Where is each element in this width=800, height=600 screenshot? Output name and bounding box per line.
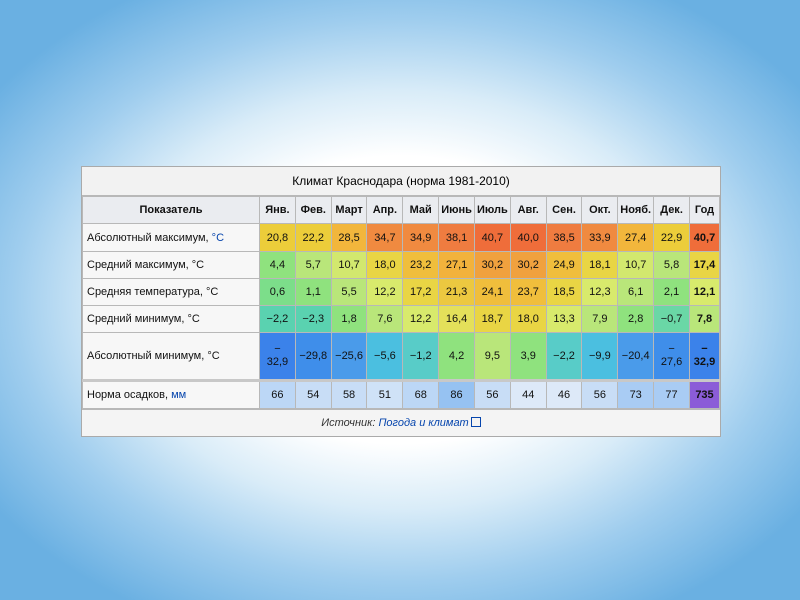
value-cell: 30,2 [510,252,546,279]
value-cell: 10,7 [331,252,367,279]
value-cell: 10,7 [618,252,654,279]
row-label [83,381,260,409]
header-month: Апр. [367,197,403,224]
value-cell: 2,8 [618,306,654,333]
row-label-text: Абсолютный максимум, [87,231,212,244]
value-cell: 46 [546,381,582,409]
value-cell: 16,4 [439,306,475,333]
row-unit-link[interactable]: мм [171,389,187,401]
header-month: Янв. [260,197,296,224]
header-month: Дек. [654,197,690,224]
value-cell: −2,3 [295,306,331,333]
header-month: Фев. [295,197,331,224]
value-cell: 34,7 [367,224,403,252]
value-cell: 5,7 [295,252,331,279]
value-cell: 12,2 [403,306,439,333]
value-cell: −5,6 [367,333,403,381]
table-row [83,333,720,381]
value-cell: 56 [582,381,618,409]
value-cell: 68 [403,381,439,409]
value-cell: 2,1 [654,279,690,306]
header-indicator: Показатель [83,197,260,224]
value-cell: −2,2 [260,306,296,333]
row-label-text: Абсолютный минимум, °C [87,349,220,362]
header-month: Июнь [439,197,475,224]
value-cell: 51 [367,381,403,409]
value-cell: 77 [654,381,690,409]
value-cell: 7,6 [367,306,403,333]
value-cell: 3,9 [510,333,546,381]
value-cell: 12,2 [367,279,403,306]
value-cell: 58 [331,381,367,409]
table-row [83,306,720,333]
value-cell: 40,0 [510,224,546,252]
table-row [83,279,720,306]
table-row [83,224,720,252]
value-cell: −9,9 [582,333,618,381]
value-cell: 38,1 [439,224,475,252]
value-cell: 28,5 [331,224,367,252]
value-cell: 24,1 [474,279,510,306]
value-cell: 40,7 [474,224,510,252]
value-cell: 22,9 [654,224,690,252]
row-label [83,252,260,279]
value-cell: 12,3 [582,279,618,306]
source-prefix: Источник: [321,417,379,429]
value-cell: 27,1 [439,252,475,279]
value-cell: 0,6 [260,279,296,306]
row-label [83,279,260,306]
value-cell: 1,8 [331,306,367,333]
value-cell: 18,7 [474,306,510,333]
value-cell: −1,2 [403,333,439,381]
year-cell: − 32,9 [690,333,720,381]
value-cell: 30,2 [474,252,510,279]
value-cell: 23,7 [510,279,546,306]
header-month: Май [403,197,439,224]
table-row [83,381,720,409]
table-row [83,252,720,279]
source-link[interactable]: Погода и климат [378,417,469,429]
year-cell: 735 [690,381,720,409]
value-cell: − 27,6 [654,333,690,381]
header-month: Сен. [546,197,582,224]
row-label-text: Средний максимум, °C [87,259,205,271]
table-title: Климат Краснодара (норма 1981-2010) [82,167,720,196]
source-note [82,409,720,436]
value-cell: 5,5 [331,279,367,306]
value-cell: −2,2 [546,333,582,381]
climate-table-panel [81,166,721,437]
value-cell: 54 [295,381,331,409]
value-cell: −25,6 [331,333,367,381]
row-label [83,333,260,381]
row-label [83,306,260,333]
row-label-text: Средняя температура, °C [87,286,219,298]
value-cell: 44 [510,381,546,409]
value-cell: 6,1 [618,279,654,306]
value-cell: 33,9 [582,224,618,252]
value-cell: 5,8 [654,252,690,279]
value-cell: 9,5 [474,333,510,381]
value-cell: −0,7 [654,306,690,333]
year-cell: 12,1 [690,279,720,306]
value-cell: − 32,9 [260,333,296,381]
value-cell: 22,2 [295,224,331,252]
value-cell: 20,8 [260,224,296,252]
year-cell: 40,7 [690,224,720,252]
header-month: Авг. [510,197,546,224]
value-cell: 66 [260,381,296,409]
header-year: Год [690,197,720,224]
value-cell: 86 [439,381,475,409]
climate-table [82,196,720,409]
header-month: Март [331,197,367,224]
row-unit-link[interactable]: °C [211,231,225,244]
value-cell: 24,9 [546,252,582,279]
value-cell: 73 [618,381,654,409]
value-cell: 17,2 [403,279,439,306]
external-link-icon [471,417,481,427]
value-cell: 18,0 [510,306,546,333]
year-cell: 17,4 [690,252,720,279]
row-label [83,224,260,252]
value-cell: 34,9 [403,224,439,252]
value-cell: 4,4 [260,252,296,279]
value-cell: 7,9 [582,306,618,333]
value-cell: 23,2 [403,252,439,279]
value-cell: 38,5 [546,224,582,252]
header-row [83,197,720,224]
header-month: Июль [474,197,510,224]
value-cell: 13,3 [546,306,582,333]
value-cell: −29,8 [295,333,331,381]
value-cell: 18,5 [546,279,582,306]
row-label-text: Норма осадков, [87,389,172,401]
year-cell: 7,8 [690,306,720,333]
value-cell: 18,0 [367,252,403,279]
value-cell: 1,1 [295,279,331,306]
header-month: Нояб. [618,197,654,224]
value-cell: 27,4 [618,224,654,252]
value-cell: −20,4 [618,333,654,381]
value-cell: 21,3 [439,279,475,306]
value-cell: 4,2 [439,333,475,381]
value-cell: 56 [474,381,510,409]
row-label-text: Средний минимум, °C [87,313,200,325]
header-month: Окт. [582,197,618,224]
value-cell: 18,1 [582,252,618,279]
